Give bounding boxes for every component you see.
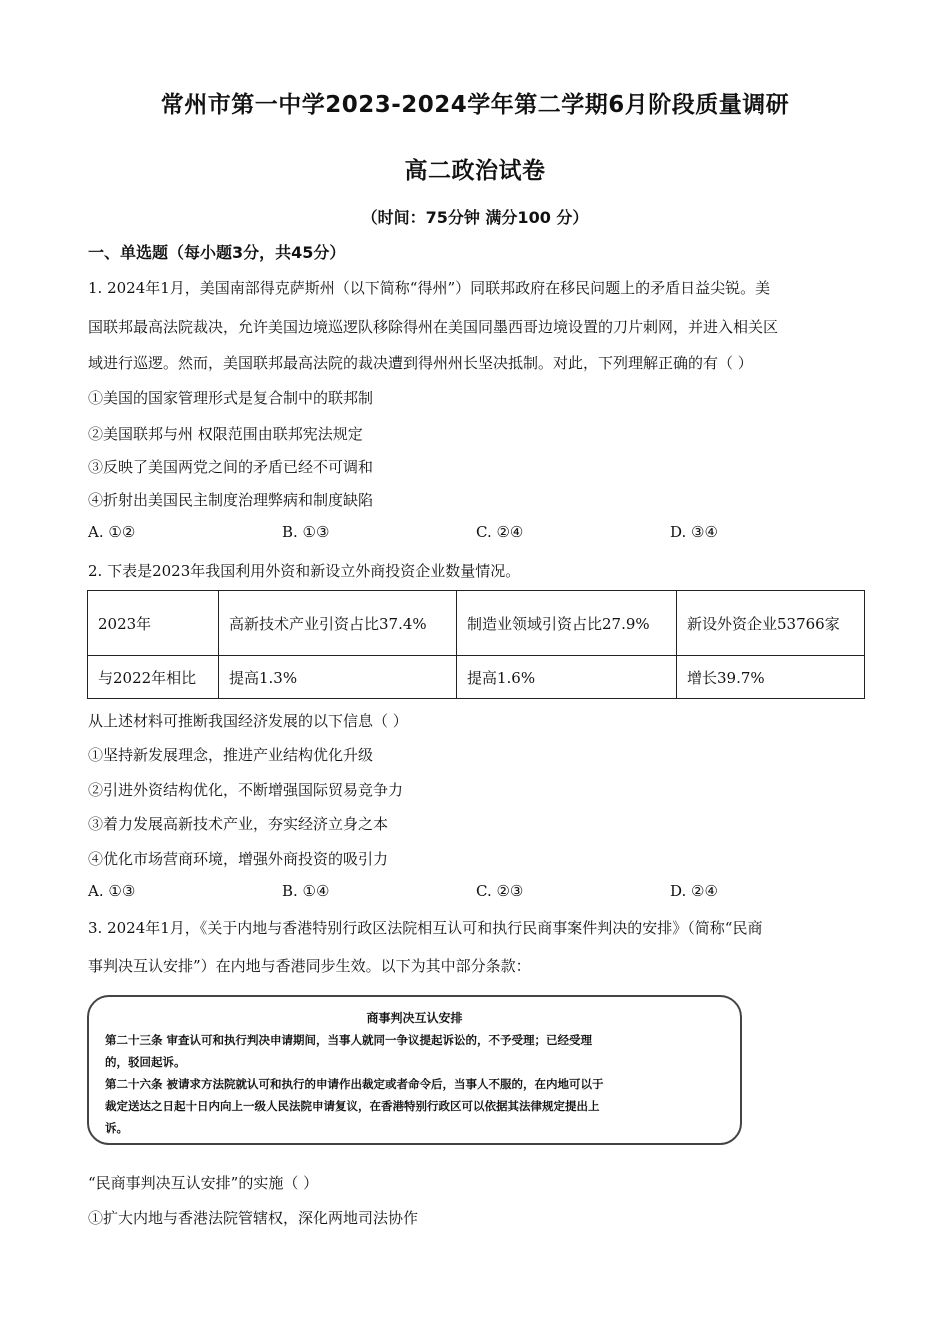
exam-subtitle: 高二政治试卷	[404, 158, 546, 184]
table-row	[88, 656, 865, 699]
q3-line-1: 3. 2024年1月，《关于内地与香港特别行政区法院相互认可和执行民商事案件判决的安排》（简称“民商	[88, 919, 763, 937]
q2-option-c[interactable]: C. ②③	[476, 882, 524, 900]
q1-option-a[interactable]: A. ①②	[88, 523, 136, 541]
q2-intro: 2. 下表是2023年我国利用外资和新设立外商投资企业数量情况。	[88, 562, 521, 580]
table-row	[88, 591, 865, 656]
q1-statement-1: ①美国的国家管理形式是复合制中的联邦制	[88, 389, 374, 407]
q2-option-d[interactable]: D. ②④	[670, 882, 718, 900]
q1-statement-3: ③反映了美国两党之间的矛盾已经不可调和	[88, 458, 374, 476]
table-cell: 高新技术产业引资占比37.4%	[219, 591, 457, 656]
q1-option-b[interactable]: B. ①③	[282, 523, 330, 541]
table-cell: 与2022年相比	[88, 656, 219, 699]
box-line: 的，驳回起诉。	[105, 1055, 186, 1069]
q3-question: “民商事判决互认安排”的实施（ ）	[88, 1174, 319, 1192]
table-cell: 新设外资企业53766家	[677, 591, 865, 656]
table-cell: 2023年	[88, 591, 219, 656]
box-line: 第二十三条 审查认可和执行判决申请期间，当事人就同一争议提起诉讼的，不予受理；已经受理	[105, 1033, 592, 1047]
box-line: 第二十六条 被请求方法院就认可和执行的申请作出裁定或者命令后，当事人不服的，在内地可以于	[105, 1077, 604, 1091]
q2-data-table	[87, 590, 865, 699]
q1-line-2: 国联邦最高法院裁决，允许美国边境巡逻队移除得州在美国同墨西哥边境设置的刀片刺网，并进入相关区	[88, 318, 779, 336]
box-line: 裁定送达之日起十日内向上一级人民法院申请复议，在香港特别行政区可以依据其法律规定提出上	[105, 1099, 600, 1113]
box-line: 诉。	[105, 1121, 128, 1135]
q1-option-c[interactable]: C. ②④	[476, 523, 524, 541]
time-info: （时间：75分钟 满分100 分）	[361, 208, 589, 227]
section-heading: 一、单选题（每小题3分，共45分）	[88, 243, 346, 262]
q2-question: 从上述材料可推断我国经济发展的以下信息（ ）	[88, 712, 408, 730]
q1-line-1: 1. 2024年1月，美国南部得克萨斯州（以下简称“得州”）同联邦政府在移民问题上的矛盾日益尖锐。美	[88, 279, 771, 297]
q3-line-2: 事判决互认安排”）在内地与香港同步生效。以下为其中部分条款：	[88, 957, 531, 975]
q1-option-d[interactable]: D. ③④	[670, 523, 718, 541]
q2-statement-4: ④优化市场营商环境，增强外商投资的吸引力	[88, 850, 389, 868]
q2-statement-2: ②引进外资结构优化，不断增强国际贸易竞争力	[88, 781, 404, 799]
q2-statement-1: ①坚持新发展理念，推进产业结构优化升级	[88, 746, 374, 764]
q1-line-3: 域进行巡逻。然而，美国联邦最高法院的裁决遭到得州州长坚决抵制。对此，下列理解正确的有（ ）	[88, 354, 753, 372]
table-cell: 提高1.3%	[219, 656, 457, 699]
q2-option-a[interactable]: A. ①③	[88, 882, 136, 900]
table-cell: 增长39.7%	[677, 656, 865, 699]
box-title: 商事判决互认安排	[366, 1011, 463, 1025]
exam-title: 常州市第一中学2023-2024学年第二学期6月阶段质量调研	[160, 92, 790, 118]
regulation-box	[87, 995, 742, 1145]
q2-option-b[interactable]: B. ①④	[282, 882, 330, 900]
table-cell: 提高1.6%	[457, 656, 677, 699]
q1-statement-2: ②美国联邦与州 权限范围由联邦宪法规定	[88, 425, 363, 443]
q2-statement-3: ③着力发展高新技术产业，夯实经济立身之本	[88, 815, 389, 833]
q1-statement-4: ④折射出美国民主制度治理弊病和制度缺陷	[88, 491, 374, 509]
q3-statement-1: ①扩大内地与香港法院管辖权，深化两地司法协作	[88, 1209, 419, 1227]
table-cell: 制造业领域引资占比27.9%	[457, 591, 677, 656]
